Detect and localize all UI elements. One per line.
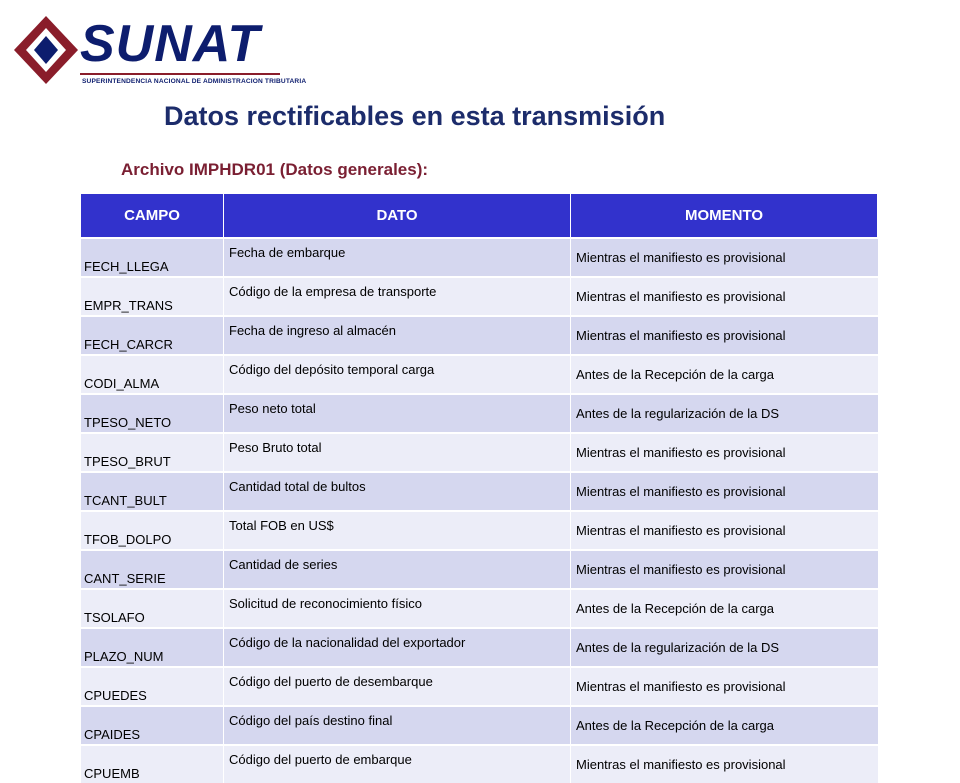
cell-campo: TCANT_BULT <box>81 472 224 511</box>
cell-momento: Mientras el manifiesto es provisional <box>571 238 878 277</box>
header-dato: DATO <box>224 194 571 238</box>
table-row <box>81 745 878 783</box>
cell-momento: Antes de la regularización de la DS <box>571 628 878 667</box>
table-row <box>81 238 878 277</box>
table-row <box>81 394 878 433</box>
cell-momento: Mientras el manifiesto es provisional <box>571 667 878 706</box>
cell-dato: Código del puerto de desembarque <box>224 667 571 706</box>
cell-campo: CPUEDES <box>81 667 224 706</box>
cell-momento: Antes de la Recepción de la carga <box>571 355 878 394</box>
table-row <box>81 511 878 550</box>
cell-campo: FECH_LLEGA <box>81 238 224 277</box>
table-row <box>81 433 878 472</box>
sunat-diamond-icon <box>14 16 78 84</box>
cell-dato: Código de la empresa de transporte <box>224 277 571 316</box>
cell-campo: CODI_ALMA <box>81 355 224 394</box>
cell-campo: PLAZO_NUM <box>81 628 224 667</box>
cell-campo: EMPR_TRANS <box>81 277 224 316</box>
sunat-logo <box>14 14 307 88</box>
cell-dato: Cantidad de series <box>224 550 571 589</box>
table-row <box>81 628 878 667</box>
page-title: Datos rectificables en esta transmisión <box>164 101 666 131</box>
cell-dato: Total FOB en US$ <box>224 511 571 550</box>
cell-dato: Código del país destino final <box>224 706 571 745</box>
logo-divider <box>80 73 280 75</box>
table-row <box>81 550 878 589</box>
cell-campo: TPESO_NETO <box>81 394 224 433</box>
cell-campo: TFOB_DOLPO <box>81 511 224 550</box>
logo-subtitle: SUPERINTENDENCIA NACIONAL DE ADMINISTRACION TRIBUTARIA <box>82 78 307 85</box>
table-row <box>81 589 878 628</box>
cell-dato: Solicitud de reconocimiento físico <box>224 589 571 628</box>
cell-momento: Mientras el manifiesto es provisional <box>571 511 878 550</box>
logo-wordmark: SUNAT <box>80 15 261 73</box>
cell-campo: FECH_CARCR <box>81 316 224 355</box>
cell-momento: Antes de la Recepción de la carga <box>571 706 878 745</box>
table-row <box>81 316 878 355</box>
cell-campo: TSOLAFO <box>81 589 224 628</box>
cell-momento: Antes de la regularización de la DS <box>571 394 878 433</box>
table-row <box>81 277 878 316</box>
cell-dato: Código del puerto de embarque <box>224 745 571 783</box>
cell-dato: Código de la nacionalidad del exportador <box>224 628 571 667</box>
table-header-row <box>81 194 878 238</box>
cell-momento: Antes de la Recepción de la carga <box>571 589 878 628</box>
section-subtitle: Archivo IMPHDR01 (Datos generales): <box>121 160 429 179</box>
cell-dato: Código del depósito temporal carga <box>224 355 571 394</box>
cell-momento: Mientras el manifiesto es provisional <box>571 745 878 783</box>
cell-campo: TPESO_BRUT <box>81 433 224 472</box>
cell-momento: Mientras el manifiesto es provisional <box>571 316 878 355</box>
cell-dato: Fecha de embarque <box>224 238 571 277</box>
cell-dato: Fecha de ingreso al almacén <box>224 316 571 355</box>
cell-momento: Mientras el manifiesto es provisional <box>571 550 878 589</box>
table-row <box>81 706 878 745</box>
header-momento: MOMENTO <box>571 194 878 238</box>
data-table <box>80 194 878 783</box>
table-row <box>81 355 878 394</box>
cell-dato: Peso neto total <box>224 394 571 433</box>
header-campo: CAMPO <box>81 194 224 238</box>
table-row <box>81 667 878 706</box>
cell-campo: CPAIDES <box>81 706 224 745</box>
cell-momento: Mientras el manifiesto es provisional <box>571 433 878 472</box>
cell-dato: Cantidad total de bultos <box>224 472 571 511</box>
cell-momento: Mientras el manifiesto es provisional <box>571 277 878 316</box>
cell-momento: Mientras el manifiesto es provisional <box>571 472 878 511</box>
cell-dato: Peso Bruto total <box>224 433 571 472</box>
table-row <box>81 472 878 511</box>
cell-campo: CPUEMB <box>81 745 224 783</box>
cell-campo: CANT_SERIE <box>81 550 224 589</box>
